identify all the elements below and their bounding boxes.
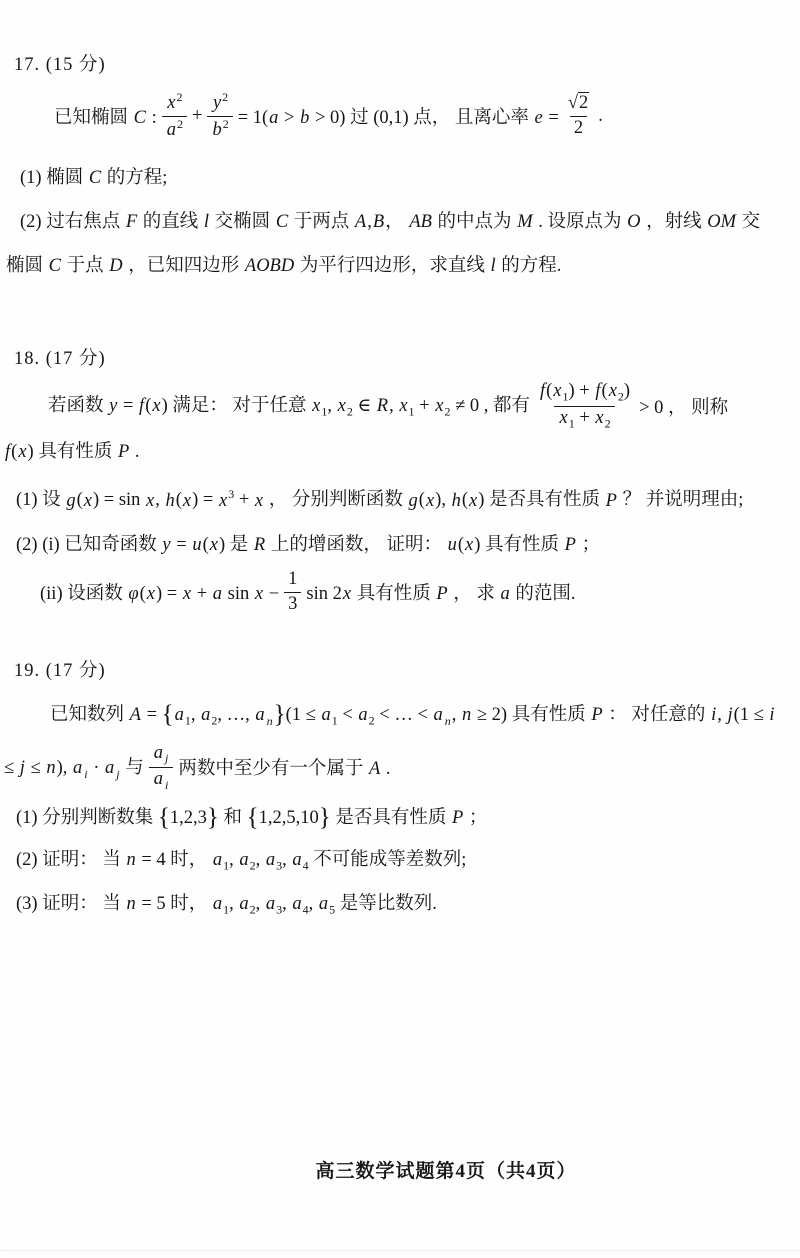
fraction-x2-over-a2 [162, 90, 187, 143]
formula-segment: . [598, 105, 603, 126]
numerator: a $_j$ [153, 742, 169, 766]
question-18-item-1: (1) 设 g(x) = sin x, $h(x) = x^3 + x$ ， 分别判断函数 g(x), h(x) 是否具有性质 P ？ 并说明理由; [16, 487, 744, 511]
denominator: $b^2$ [207, 116, 232, 142]
numerator: √2 [567, 93, 589, 114]
question-19-intro-line-1: 已知数列 $A = \{a_1$, $a_2$, …, a $_n\}(1 \le a_1 < a_2$ < … < a $_n$, n ≥ 2) 具有性质 P ： 对任意的 i, j(1 ≤ i [50, 701, 775, 728]
question-17-item-2-line-2: 椭圆 C 于点 D ，已知四边形 AOBD 为平行四边形，求直线 l 的方程. [6, 255, 562, 276]
denominator: $a^2$ [162, 116, 187, 142]
numerator: 1 [288, 568, 298, 589]
formula-segment: = 1(a > b > 0) 过 (0,1) 点， 且离心率 e = [237, 108, 559, 129]
formula-segment: ≤ j ≤ n), a $_i$ · a $_j$ 与 [4, 758, 144, 781]
numerator: $x^2$ [167, 90, 183, 114]
formula-segment: (ii) 设函数 φ(x) = x + a sin x − [40, 583, 280, 604]
question-17-item-1: (1) 椭圆 C 的方程; [20, 167, 168, 188]
question-19-item-3: (3) 证明： 当 n = 5 时， $a_1$, $a_2$, $a_3$, $a_4$, $a_5$ 是等比数列. [16, 893, 437, 917]
page-footer: 高三数学试题第4页（共4页） [315, 1161, 577, 1182]
fraction-1-over-3 [284, 568, 301, 616]
plus-operator: + [192, 105, 203, 126]
formula-segment: > 0 ， 则称 [639, 397, 729, 418]
formula-segment: 若函数 y = f(x) 满足： 对于任意 $x_1$, $x_2$ ∈ R, $x_1 + x_2 \ne 0$ , 都有 [48, 396, 530, 420]
question-17-intro-formula [54, 90, 800, 143]
denominator: a $_i$ [149, 767, 174, 793]
question-17-item-2-line-1: (2) 过右焦点 F 的直线 l 交椭圆 C 于两点 A,B， AB 的中点为 M . 设原点为 O ，射线 OM 交 [20, 211, 761, 232]
question-18-item-2i: (2) (i) 已知奇函数 y = u(x) 是 R 上的增函数， 证明： u(x) 具有性质 P ； [16, 534, 601, 555]
numerator: $y^2$ [212, 90, 229, 114]
denominator: 2 [570, 116, 587, 140]
formula-segment: sin 2x 具有性质 P ， 求 a 的范围. [306, 583, 576, 604]
numerator: $f(x_1) + f(x_2)$ [539, 381, 631, 404]
formula-segment: 已知椭圆 C : [54, 108, 157, 129]
question-17-block [0, 50, 800, 281]
question-19-intro-line-2 [4, 742, 800, 793]
question-19-item-2: (2) 证明： 当 n = 4 时， $a_1$, $a_2$, $a_3$, $a_4$ 不可能成等差数列; [16, 850, 467, 873]
question-19-block [0, 656, 800, 924]
question-18-block [0, 344, 800, 616]
fraction-sqrt2-over-2 [564, 92, 593, 140]
fraction-aj-over-ai [149, 742, 174, 793]
question-18-header: 18. (17 分) [14, 349, 106, 369]
question-19-item-1: (1) 分别判断数集 {1,2,3} 和 {1,2,5,10} 是否具有性质 P ； [16, 804, 488, 832]
question-18-intro-formula [48, 380, 800, 431]
question-17-header: 17. (15 分) [14, 55, 106, 75]
question-18-item-2ii [40, 568, 800, 616]
question-18-intro-line-2: f(x) 具有性质 P . [5, 442, 140, 463]
denominator: 3 [284, 592, 301, 616]
fraction-fx1-plus-fx2-over-x1-plus-x2 [535, 380, 634, 431]
formula-segment: 两数中至少有一个属于 A . [178, 759, 391, 780]
question-19-header: 19. (17 分) [14, 661, 106, 681]
fraction-y2-over-b2 [207, 90, 232, 143]
denominator: $x_1 + x_2$ [554, 406, 614, 432]
scan-edge-artifact [0, 1250, 800, 1251]
